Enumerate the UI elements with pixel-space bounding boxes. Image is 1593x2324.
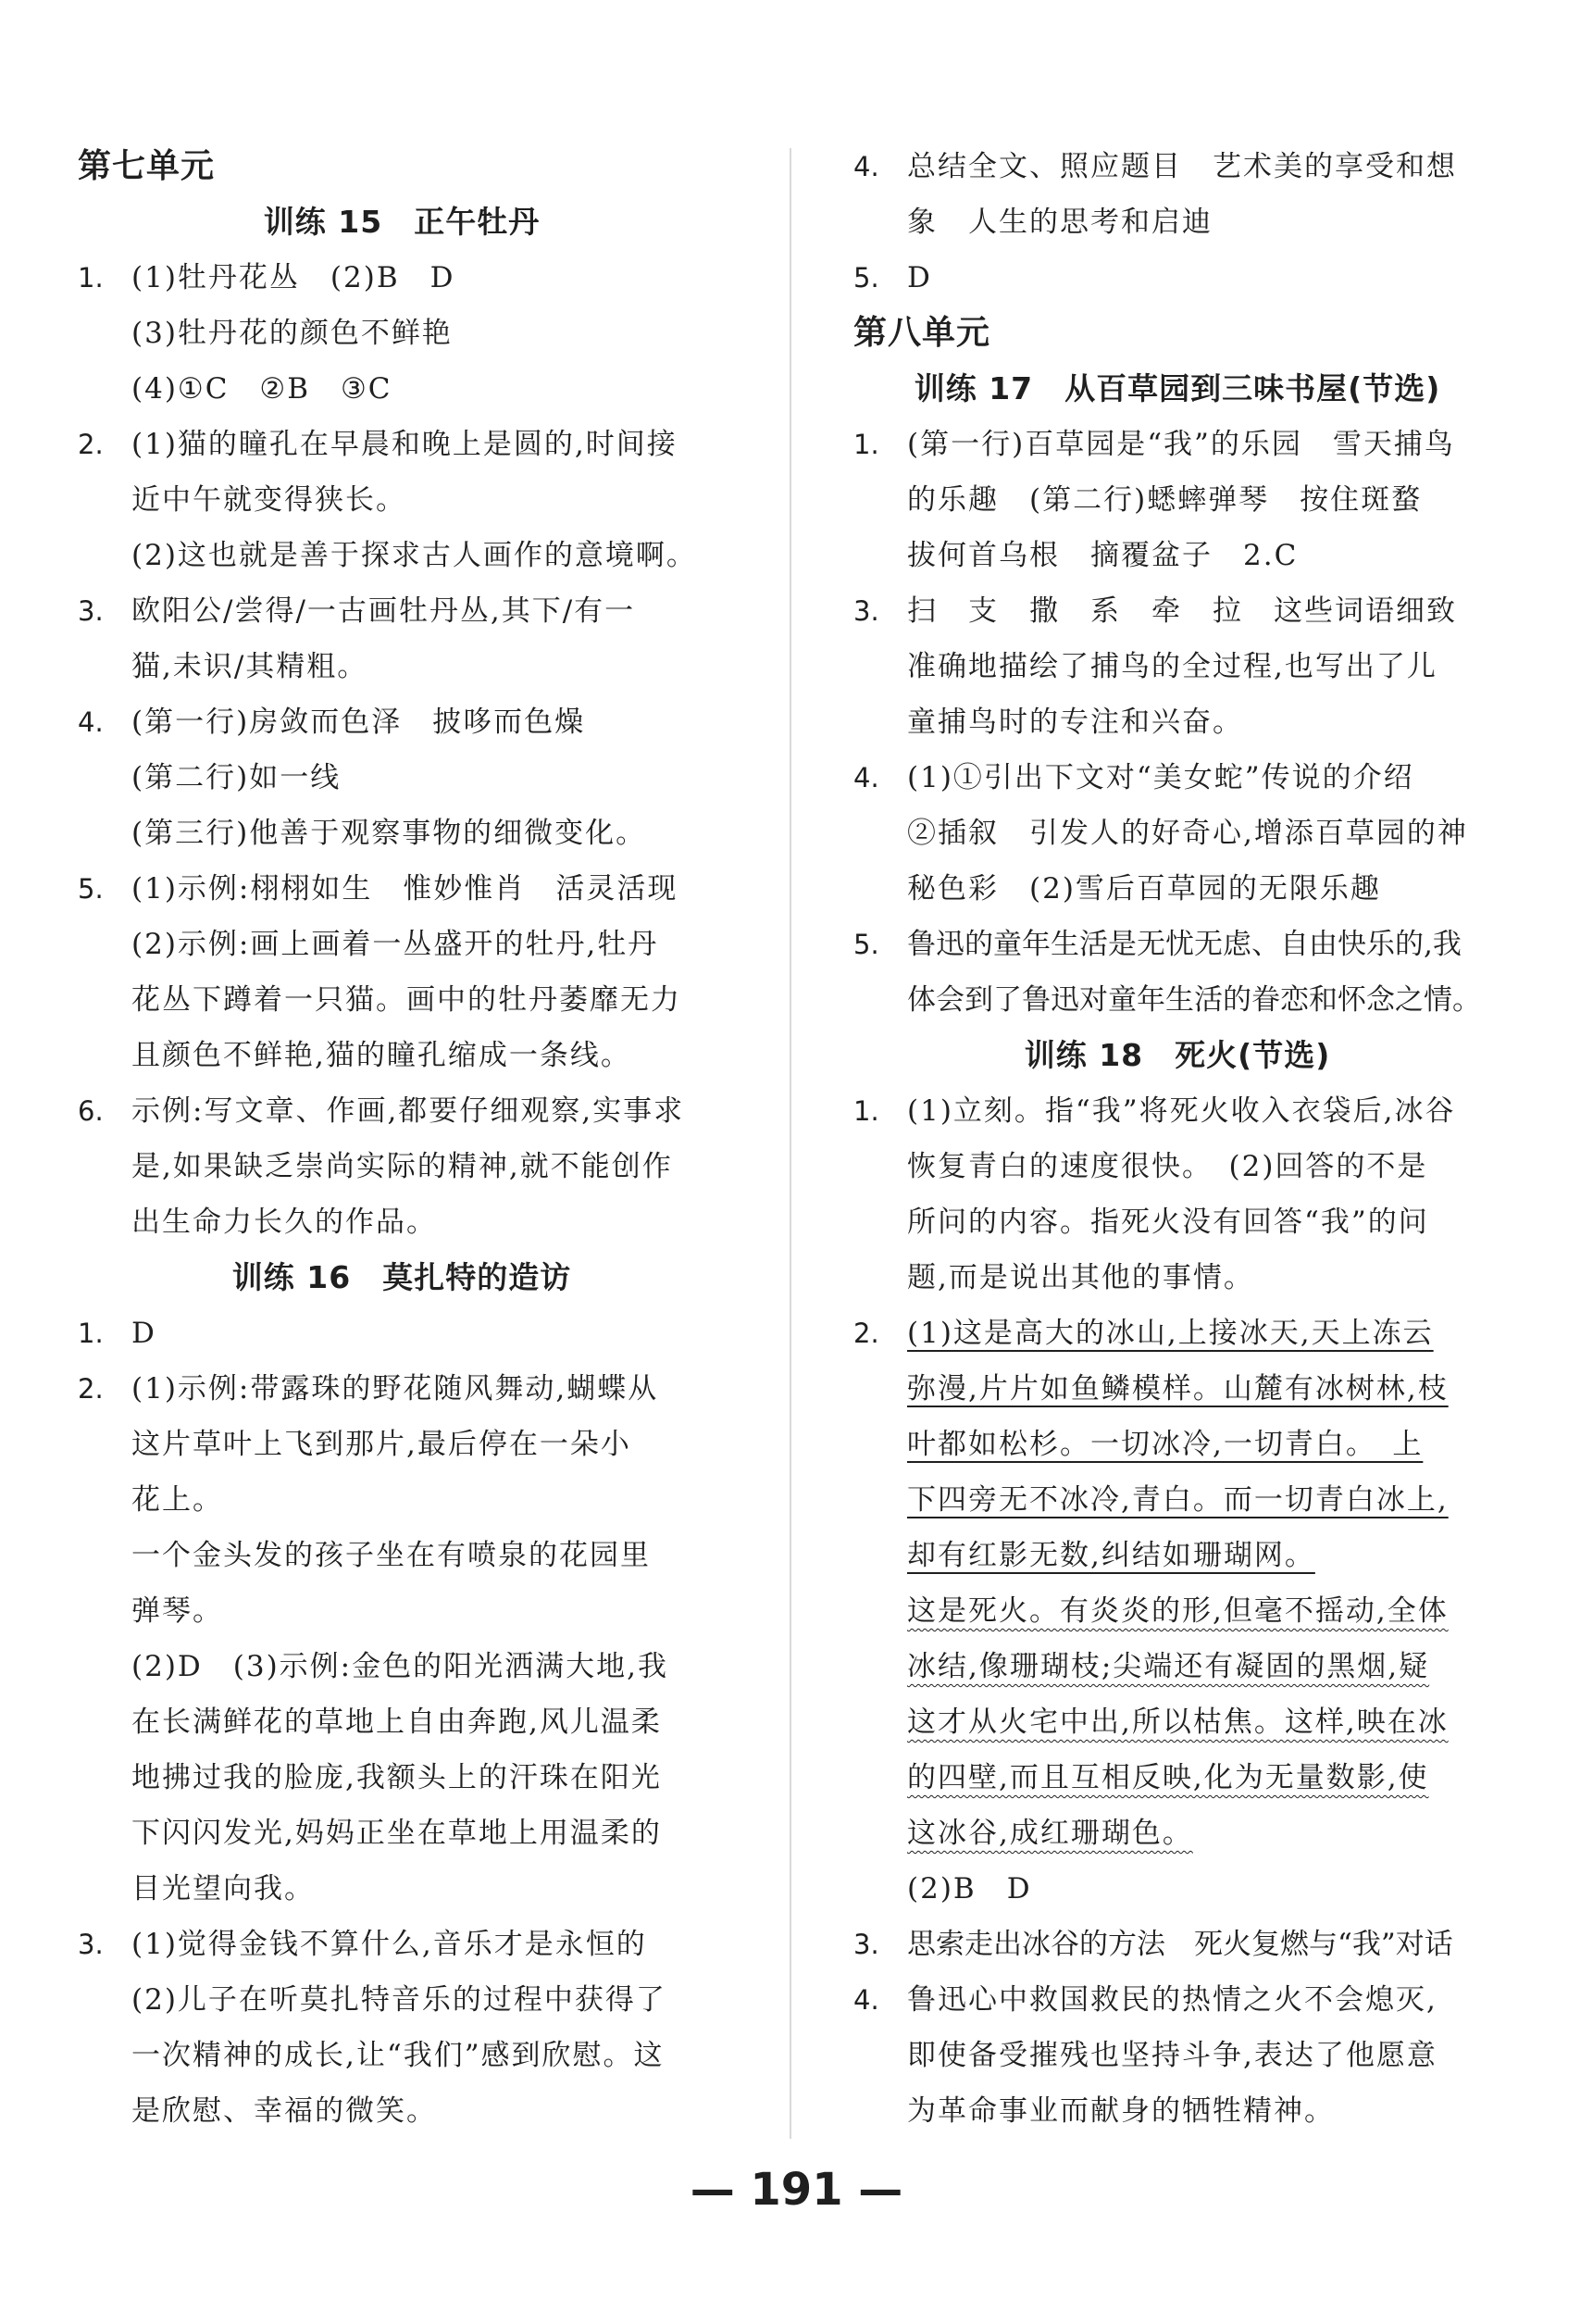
answer-line: [907, 1694, 1501, 1750]
page-number: — 191 —: [690, 2164, 903, 2216]
answer-line: 鲁迅的童年生活是无忧无虑、自由快乐的,我: [907, 928, 1462, 961]
underlined-text: 却有红影无数,纠结如珊瑚网。: [907, 1539, 1315, 1572]
answer-line: 鲁迅心中救国救民的热情之火不会熄灭,: [907, 1983, 1437, 2017]
item-number: 5.: [78, 873, 104, 905]
answer-line: [907, 1583, 1501, 1639]
right-column: [853, 139, 1501, 2139]
answer-line: [907, 1639, 1501, 1694]
unit-7-title: 第七单元: [78, 147, 216, 185]
answer-item: [853, 139, 1501, 250]
answer-line: 一次精神的成长,让“我们”感到欣慰。这: [131, 2039, 665, 2072]
answer-item: [78, 417, 726, 583]
answer-line: 准确地描绘了捕鸟的全过程,也写出了儿: [907, 650, 1437, 683]
answer-item: [78, 1917, 726, 2139]
item-number: 4.: [853, 762, 879, 793]
wavy-underlined-text: 冰结,像珊瑚枝;尖端还有凝固的黑烟,疑: [907, 1650, 1430, 1683]
lesson-16-title: 训练 16 莫扎特的造访: [231, 1259, 572, 1295]
answer-line: 的乐趣 (第二行)蟋蟀弹琴 按住斑蝥: [907, 483, 1423, 517]
answer-line: (2)儿子在听莫扎特音乐的过程中获得了: [131, 1983, 666, 2017]
answer-line: D: [131, 1317, 156, 1350]
answer-line: 所问的内容。指死火没有回答“我”的问: [907, 1206, 1429, 1239]
item-number: 2.: [78, 1373, 104, 1405]
answer-line: [907, 1805, 1501, 1861]
answer-item: [78, 1083, 726, 1250]
answer-item: [853, 417, 1501, 583]
answer-line: 总结全文、照应题目 艺术美的享受和想: [907, 150, 1457, 183]
answer-line: [907, 1306, 1501, 1361]
answer-line: 下闪闪发光,妈妈正坐在草地上用温柔的: [131, 1817, 662, 1850]
answer-item: [78, 1306, 726, 1361]
answer-line: (4)①C ②B ③C: [131, 372, 392, 406]
answer-line: 示例:写文章、作画,都要仔细观察,实事求: [131, 1094, 685, 1128]
underlined-text: 叶都如松杉。一切冰冷,一切青白。 上: [907, 1428, 1424, 1461]
answer-item: [78, 861, 726, 1083]
answer-item: [853, 583, 1501, 750]
answer-line: ②插叙 引发人的好奇心,增添百草园的神: [907, 817, 1468, 850]
answer-line: 弹琴。: [131, 1594, 223, 1628]
answer-line: (3)牡丹花的颜色不鲜艳: [131, 317, 453, 350]
answer-line: (2)示例:画上画着一丛盛开的牡丹,牡丹: [131, 928, 659, 961]
wavy-underlined-text: 这才从火宅中出,所以枯焦。这样,映在冰: [907, 1706, 1449, 1739]
answer-line: (1)猫的瞳孔在早晨和晚上是圆的,时间接: [131, 428, 678, 461]
answer-item: [78, 250, 726, 417]
item-number: 3.: [853, 595, 879, 627]
underlined-text: (1)这是高大的冰山,上接冰天,天上冻云: [907, 1317, 1434, 1350]
answer-line: 是欣慰、幸福的微笑。: [131, 2094, 437, 2128]
answer-line: 拔何首乌根 摘覆盆子 2.C: [907, 539, 1299, 572]
answer-item: [78, 583, 726, 694]
answer-item: [853, 1972, 1501, 2139]
item-number: 2.: [853, 1318, 879, 1349]
item-number: 5.: [853, 262, 879, 294]
lesson-17-title: 训练 17 从百草园到三味书屋(节选): [914, 370, 1441, 406]
answer-line: (1)牡丹花丛 (2)B D: [131, 261, 455, 294]
item-number: 1.: [853, 429, 879, 460]
answer-line: 欧阳公/尝得/一古画牡丹丛,其下/有一: [131, 594, 636, 628]
item-number: 3.: [78, 1929, 104, 1960]
item-number: 3.: [853, 1929, 879, 1960]
answer-line: [907, 1472, 1501, 1528]
item-number: 4.: [853, 1984, 879, 2016]
answer-line: 象 人生的思考和启迪: [907, 206, 1213, 239]
answer-line: 即使备受摧残也坚持斗争,表达了他愿意: [907, 2039, 1437, 2072]
unit-8-title: 第八单元: [853, 314, 991, 352]
answer-line: (1)示例:栩栩如生 惟妙惟肖 活灵活现: [131, 872, 678, 906]
wavy-underlined-text: 的四壁,而且互相反映,化为无量数影,使: [907, 1761, 1429, 1794]
item-number: 3.: [78, 595, 104, 627]
answer-item: [853, 750, 1501, 917]
answer-line: 花丛下蹲着一只猫。画中的牡丹萎靡无力: [131, 983, 681, 1017]
answer-line: 童捕鸟时的专注和兴奋。: [907, 706, 1243, 739]
answer-line: 扫 支 撒 系 牵 拉 这些词语细致: [907, 594, 1457, 628]
item-number: 1.: [853, 1095, 879, 1127]
item-number: 6.: [78, 1095, 104, 1127]
answer-line: (2)D (3)示例:金色的阳光洒满大地,我: [131, 1650, 668, 1683]
underlined-text: 下四旁无不冰冷,青白。而一切青白冰上,: [907, 1483, 1449, 1517]
answer-line: (1)示例:带露珠的野花随风舞动,蝴蝶从: [131, 1372, 659, 1406]
answer-line: (1)①引出下文对“美女蛇”传说的介绍: [907, 761, 1414, 794]
answer-line: 目光望向我。: [131, 1872, 315, 1905]
item-number: 5.: [853, 929, 879, 960]
wavy-underlined-text: 这是死火。有炎炎的形,但毫不摇动,全体: [907, 1594, 1449, 1628]
item-number: 4.: [78, 706, 104, 738]
answer-line: (1)立刻。指“我”将死火收入衣袋后,冰谷: [907, 1094, 1456, 1128]
answer-item: [78, 1361, 726, 1917]
answer-line: 体会到了鲁迅对童年生活的眷恋和怀念之情。: [907, 983, 1481, 1017]
answer-item: [853, 250, 1501, 306]
answer-item: [853, 1306, 1501, 1917]
item-number: 1.: [78, 1318, 104, 1349]
answer-line: 是,如果缺乏崇尚实际的精神,就不能创作: [131, 1150, 673, 1183]
item-number: 1.: [78, 262, 104, 294]
lesson-15-title: 训练 15 正午牡丹: [263, 204, 541, 240]
answer-line: 秘色彩 (2)雪后百草园的无限乐趣: [907, 872, 1381, 906]
answer-line: 近中午就变得狭长。: [131, 483, 406, 517]
answer-line: 地拂过我的脸庞,我额头上的汗珠在阳光: [131, 1761, 662, 1794]
answer-line: (第一行)房敛而色泽 披哆而色燥: [131, 706, 586, 739]
wavy-underlined-text: 这冰谷,成红珊瑚色。: [907, 1817, 1193, 1850]
answer-line: 在长满鲜花的草地上自由奔跑,风儿温柔: [131, 1706, 662, 1739]
answer-item: [853, 1083, 1501, 1306]
lesson-18-title: 训练 18 死火(节选): [1024, 1037, 1331, 1073]
answer-line: 这片草叶上飞到那片,最后停在一朵小: [131, 1428, 631, 1461]
answer-line: 思索走出冰谷的方法 死火复燃与“我”对话: [907, 1928, 1453, 1961]
underlined-text: 弥漫,片片如鱼鳞模样。山麓有冰树林,枝: [907, 1372, 1449, 1406]
answer-line: [907, 1750, 1501, 1805]
answer-line: [907, 1361, 1501, 1417]
answer-line: [907, 1417, 1501, 1472]
answer-line: (1)觉得金钱不算什么,音乐才是永恒的: [131, 1928, 647, 1961]
answer-item: [853, 1917, 1501, 1972]
column-divider: [790, 148, 791, 2139]
answer-line: [907, 1528, 1501, 1583]
answer-line: 猫,未识/其精粗。: [131, 650, 368, 683]
item-number: 2.: [78, 429, 104, 460]
item-number: 4.: [853, 151, 879, 182]
answer-item: [78, 694, 726, 861]
answer-line: 且颜色不鲜艳,猫的瞳孔缩成一条线。: [131, 1039, 631, 1072]
answer-line: 为革命事业而献身的牺牲精神。: [907, 2094, 1335, 2128]
answer-item: [853, 917, 1501, 1028]
answer-line: (第二行)如一线: [131, 761, 342, 794]
answer-line: (第一行)百草园是“我”的乐园 雪天捕鸟: [907, 428, 1455, 461]
answer-line: 出生命力长久的作品。: [131, 1206, 437, 1239]
left-column: [78, 139, 726, 2139]
answer-line: 花上。: [131, 1483, 223, 1517]
answer-line: 一个金头发的孩子坐在有喷泉的花园里: [131, 1539, 651, 1572]
answer-line: (2)B D: [907, 1872, 1032, 1905]
answer-line: D: [907, 261, 932, 294]
answer-line: 题,而是说出其他的事情。: [907, 1261, 1254, 1294]
answer-line: (2)这也就是善于探求古人画作的意境啊。: [131, 539, 697, 572]
answer-line: (第三行)他善于观察事物的细微变化。: [131, 817, 647, 850]
answer-line: 恢复青白的速度很快。 (2)回答的不是: [907, 1150, 1428, 1183]
